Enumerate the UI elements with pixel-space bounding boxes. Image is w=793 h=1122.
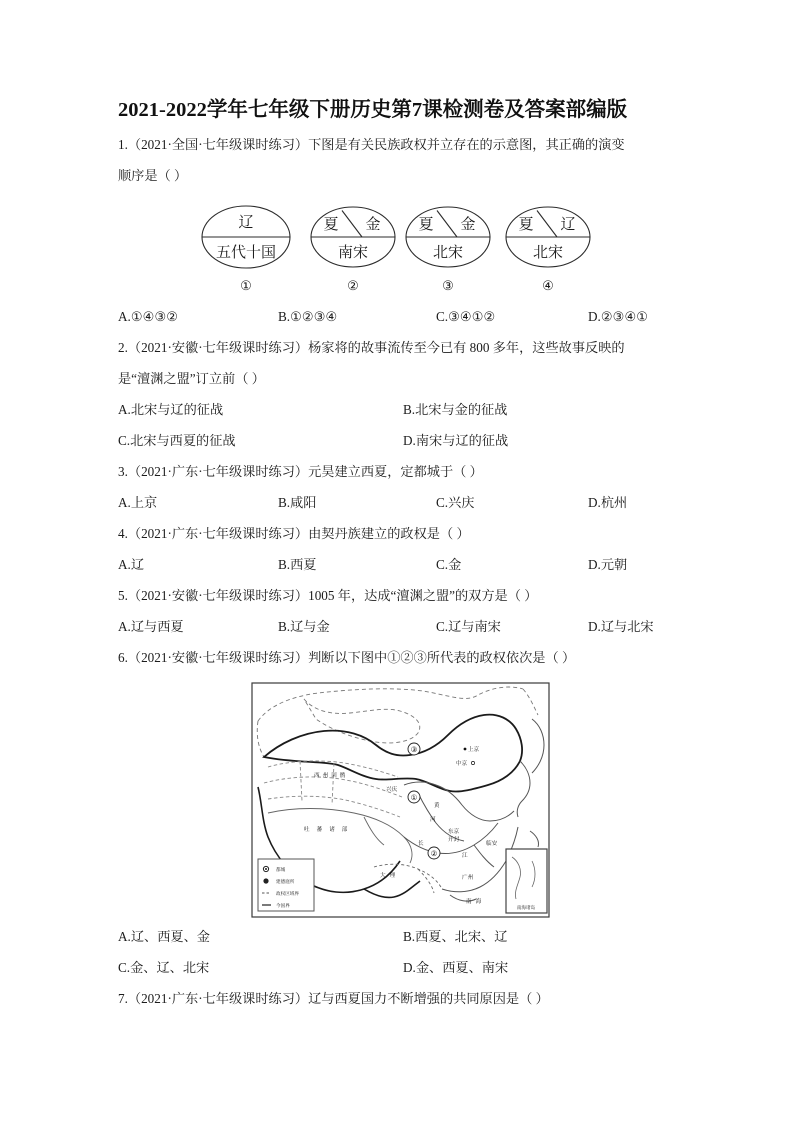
map-marker-2: ②	[430, 848, 438, 858]
diagram-2-bottom: 南宋	[337, 244, 369, 261]
map-label-tubo: 吐蕃诸部	[304, 826, 355, 833]
diagram-3-top-left: 夏	[418, 216, 434, 233]
question-1-options	[118, 301, 678, 332]
diagram-4-top-left: 夏	[518, 216, 534, 233]
map-inset-south-china-sea	[506, 849, 547, 913]
diagram-1-caption: ①	[240, 277, 252, 293]
question-5-option-b[interactable]: B.辽与金	[278, 618, 330, 634]
question-7-stem: 7.（2021·广东·七年级课时练习）辽与西夏国力不断增强的共同原因是（ ）	[118, 990, 549, 1006]
legend-label-court: 建德庭所	[276, 878, 295, 884]
map-label-linan: 临安	[486, 840, 498, 847]
diagram-3-bottom: 北宋	[432, 244, 464, 261]
question-5-option-d[interactable]: D.辽与北宋	[588, 618, 654, 634]
legend-label-modern-border: 今国界	[276, 902, 290, 908]
legend-label-regime-border: 政权区域界	[276, 890, 299, 896]
question-1-option-b[interactable]: B.①②③④	[278, 308, 338, 324]
map-label-xizhou-huihu: 西州回鹘	[314, 772, 349, 779]
map-label-chang: 长	[418, 840, 424, 847]
legend-label-capital: 都城	[276, 866, 286, 872]
map-marker-3: ③	[410, 744, 418, 754]
question-4-option-c[interactable]: C.金	[436, 556, 462, 572]
question-4-option-b[interactable]: B.西夏	[278, 556, 317, 572]
map-legend	[258, 859, 314, 911]
question-3-options	[118, 487, 678, 518]
map-label-zhongjing: 中京	[456, 760, 468, 767]
map-label-huang: 黄	[434, 802, 440, 809]
diagram-4-bottom: 北宋	[532, 244, 564, 261]
question-5-option-a[interactable]: A.辽与西夏	[118, 618, 184, 634]
question-2-stem-line2: 是“澶渊之盟”订立前（ ）	[118, 370, 265, 386]
question-6-option-b[interactable]: B.西夏、北宋、辽	[403, 928, 508, 944]
question-6-option-d[interactable]: D.金、西夏、南宋	[403, 959, 509, 975]
diagram-2-top-right: 金	[365, 216, 381, 233]
document-content	[118, 95, 678, 1014]
question-6-option-c[interactable]: C.金、辽、北宋	[118, 959, 210, 975]
question-1-option-c[interactable]: C.③④①②	[436, 308, 496, 324]
map-inset-label: 南海诸岛	[516, 904, 536, 910]
question-2-option-d[interactable]: D.南宋与辽的征战	[403, 432, 509, 448]
question-2-option-b[interactable]: B.北宋与金的征战	[403, 401, 508, 417]
question-1-option-a[interactable]: A.①④③②	[118, 308, 179, 324]
question-1-stem-line2: 顺序是（ ）	[118, 167, 188, 183]
diagram-2-top-left: 夏	[323, 216, 339, 233]
map-label-nanhai: 南海	[466, 898, 486, 905]
question-1-stem-line1: 1.（2021·全国·七年级课时练习）下图是有关民族政权并立存在的示意图，其正确的演变	[118, 136, 625, 152]
question-3-stem: 3.（2021·广东·七年级课时练习）元昊建立西夏，定都城于（ ）	[118, 463, 483, 479]
question-1-option-d[interactable]: D.②③④①	[588, 308, 649, 324]
map-marker-1: ①	[410, 792, 418, 802]
question-3-option-b[interactable]: B.咸阳	[278, 494, 317, 510]
question-5-stem: 5.（2021·安徽·七年级课时练习）1005 年，达成“澶渊之盟”的双方是（ ）	[118, 587, 538, 603]
diagram-1-top-left: 辽	[238, 214, 254, 231]
question-3-option-c[interactable]: C.兴庆	[436, 494, 475, 510]
map-label-guangzhou: 广州	[462, 874, 474, 881]
map-label-he: 河	[430, 816, 436, 823]
map-label-dali: 大理	[380, 872, 400, 879]
map-label-shangjing: 上京	[468, 746, 480, 753]
diagram-3-caption: ③	[442, 277, 454, 293]
question-5-options	[118, 611, 678, 642]
question-2-options-row2	[118, 425, 678, 456]
diagram-3-top-right: 金	[460, 216, 476, 233]
diagram-4-caption: ④	[542, 277, 554, 293]
question-2-options-row1	[118, 394, 678, 425]
diagram-4-top-right: 辽	[560, 216, 576, 233]
question-3-option-a[interactable]: A.上京	[118, 494, 158, 510]
page-title: 2021-2022学年七年级下册历史第7课检测卷及答案部编版	[118, 99, 628, 121]
question-3-option-d[interactable]: D.杭州	[588, 494, 628, 510]
question-4-option-a[interactable]: A.辽	[118, 556, 145, 572]
figure-song-dynasty-map	[118, 681, 678, 921]
map-label-dongjing: 东京	[448, 828, 460, 835]
map-label-kaifeng: 开封	[448, 836, 460, 843]
map-label-jiang: 江	[462, 852, 468, 859]
question-6-stem: 6.（2021·安徽·七年级课时练习）判断以下图中①②③所代表的政权依次是（ ）	[118, 649, 576, 665]
question-2-stem-line1: 2.（2021·安徽·七年级课时练习）杨家将的故事流传至今已有 800 多年，这些故事反映的	[118, 339, 625, 355]
question-4-option-d[interactable]: D.元朝	[588, 556, 628, 572]
question-4-stem: 4.（2021·广东·七年级课时练习）由契丹族建立的政权是（ ）	[118, 525, 470, 541]
figure-dynasty-diagrams	[118, 197, 678, 301]
question-6-option-a[interactable]: A.辽、西夏、金	[118, 928, 210, 944]
question-4-options	[118, 549, 678, 580]
question-6-options-row1	[118, 921, 678, 952]
diagram-1-bottom: 五代十国	[215, 244, 277, 261]
question-2-option-c[interactable]: C.北宋与西夏的征战	[118, 432, 236, 448]
diagram-2-caption: ②	[347, 277, 359, 293]
question-2-option-a[interactable]: A.北宋与辽的征战	[118, 401, 224, 417]
map-label-xingqing: 兴庆	[386, 786, 398, 793]
question-5-option-c[interactable]: C.辽与南宋	[436, 618, 501, 634]
question-6-options-row2	[118, 952, 678, 983]
